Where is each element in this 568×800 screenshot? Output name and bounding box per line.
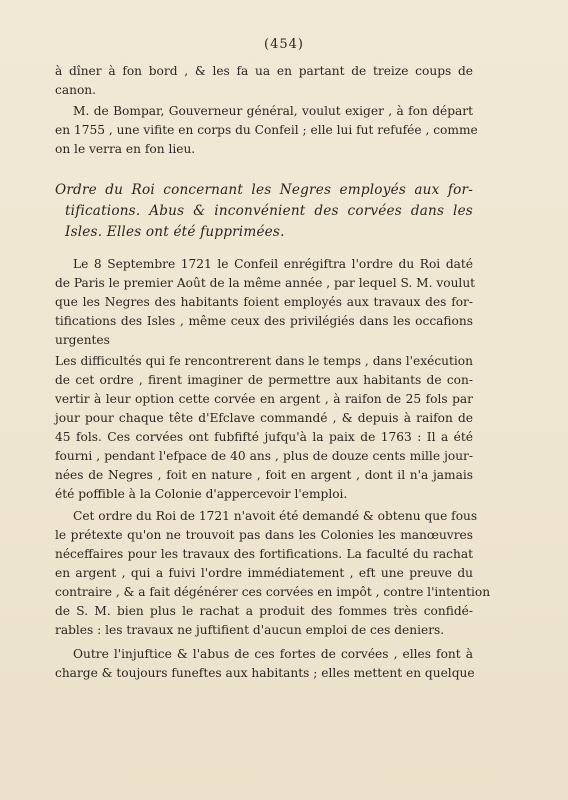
text-line: rables : les travaux ne juftifient d'aucun emploi de ces deniers. [55, 623, 445, 637]
text-line: contraire , & a fait dégénérer ces corvées en impôt , contre l'intention [55, 585, 491, 599]
text-line: Outre l'injuftice & l'abus de ces fortes de corvées , elles font à [73, 647, 473, 661]
text-line: tifications des Isles , même ceux des privilégiés dans les occafions [55, 314, 473, 328]
text-line: été poffible à la Colonie d'appercevoir l'emploi. [55, 487, 348, 501]
paragraph-bompar [55, 102, 478, 159]
heading-line: Isles. Elles ont été fupprimées. [65, 224, 285, 240]
paragraph-continuation [55, 62, 473, 100]
text-line: canon. [55, 83, 97, 97]
text-line: le prétexte qu'on ne trouvoit pas dans les Colonies les manœuvres [55, 528, 473, 542]
paragraph-injustice [55, 645, 473, 683]
heading-line: Ordre du Roi concernant les Negres employés aux for- [55, 182, 473, 198]
text-line: de cet ordre , firent imaginer de permettre aux habitants de con- [55, 373, 473, 387]
text-line: fourni , pendant l'efpace de 40 ans , plus de douze cents mille jour- [55, 449, 473, 463]
page-number: (454) [264, 37, 304, 52]
text-line: à dîner à fon bord , & les fa ua en partant de treize coups de [55, 64, 473, 78]
text-line: nées de Negres , foit en nature , foit en argent , dont il n'a jamais [55, 468, 473, 482]
text-line: M. de Bompar, Gouverneur général, voulut exiger , à fon départ [73, 104, 473, 118]
text-line: en 1755 , une vifite en corps du Confeil ; elle lui fut refufée , comme [55, 123, 478, 137]
text-line: en argent , qui a fuivi l'ordre immédiatement , eft une preuve du [55, 566, 473, 580]
text-line: de Paris le premier Août de la même année , par lequel S. M. voulut [55, 276, 476, 290]
heading-line: tifications. Abus & inconvénient des corvées dans les [65, 203, 473, 219]
section-heading [55, 180, 473, 243]
text-line: Les difficultés qui fe rencontrerent dans le temps , dans l'exécution [55, 354, 473, 368]
text-line: vertir à leur option cette corvée en argent , à raifon de 25 fols par [55, 392, 473, 406]
text-line: jour pour chaque tête d'Efclave commandé , & depuis à raifon de [55, 411, 473, 425]
paragraph-ordre-1721 [55, 255, 476, 350]
text-line: de S. M. bien plus le rachat a produit des fommes très confidé- [55, 604, 473, 618]
text-line: charge & toujours funeftes aux habitants ; elles mettent en quelque [55, 666, 475, 680]
paragraph-difficultes [55, 352, 473, 504]
text-line: que les Negres des habitants foient employés aux travaux des for- [55, 295, 473, 309]
text-line: 45 fols. Ces corvées ont fubfifté jufqu'à la paix de 1763 : Il a été [55, 430, 473, 444]
text-line: Cet ordre du Roi de 1721 n'avoit été demandé & obtenu que fous [73, 509, 478, 523]
text-line: néceffaires pour les travaux des fortifications. La faculté du rachat [55, 547, 473, 561]
paragraph-pretexte [55, 507, 491, 640]
text-line: Le 8 Septembre 1721 le Confeil enrégiftra l'ordre du Roi daté [73, 257, 473, 271]
text-line: urgentes [55, 333, 110, 347]
text-line: on le verra en fon lieu. [55, 142, 196, 156]
